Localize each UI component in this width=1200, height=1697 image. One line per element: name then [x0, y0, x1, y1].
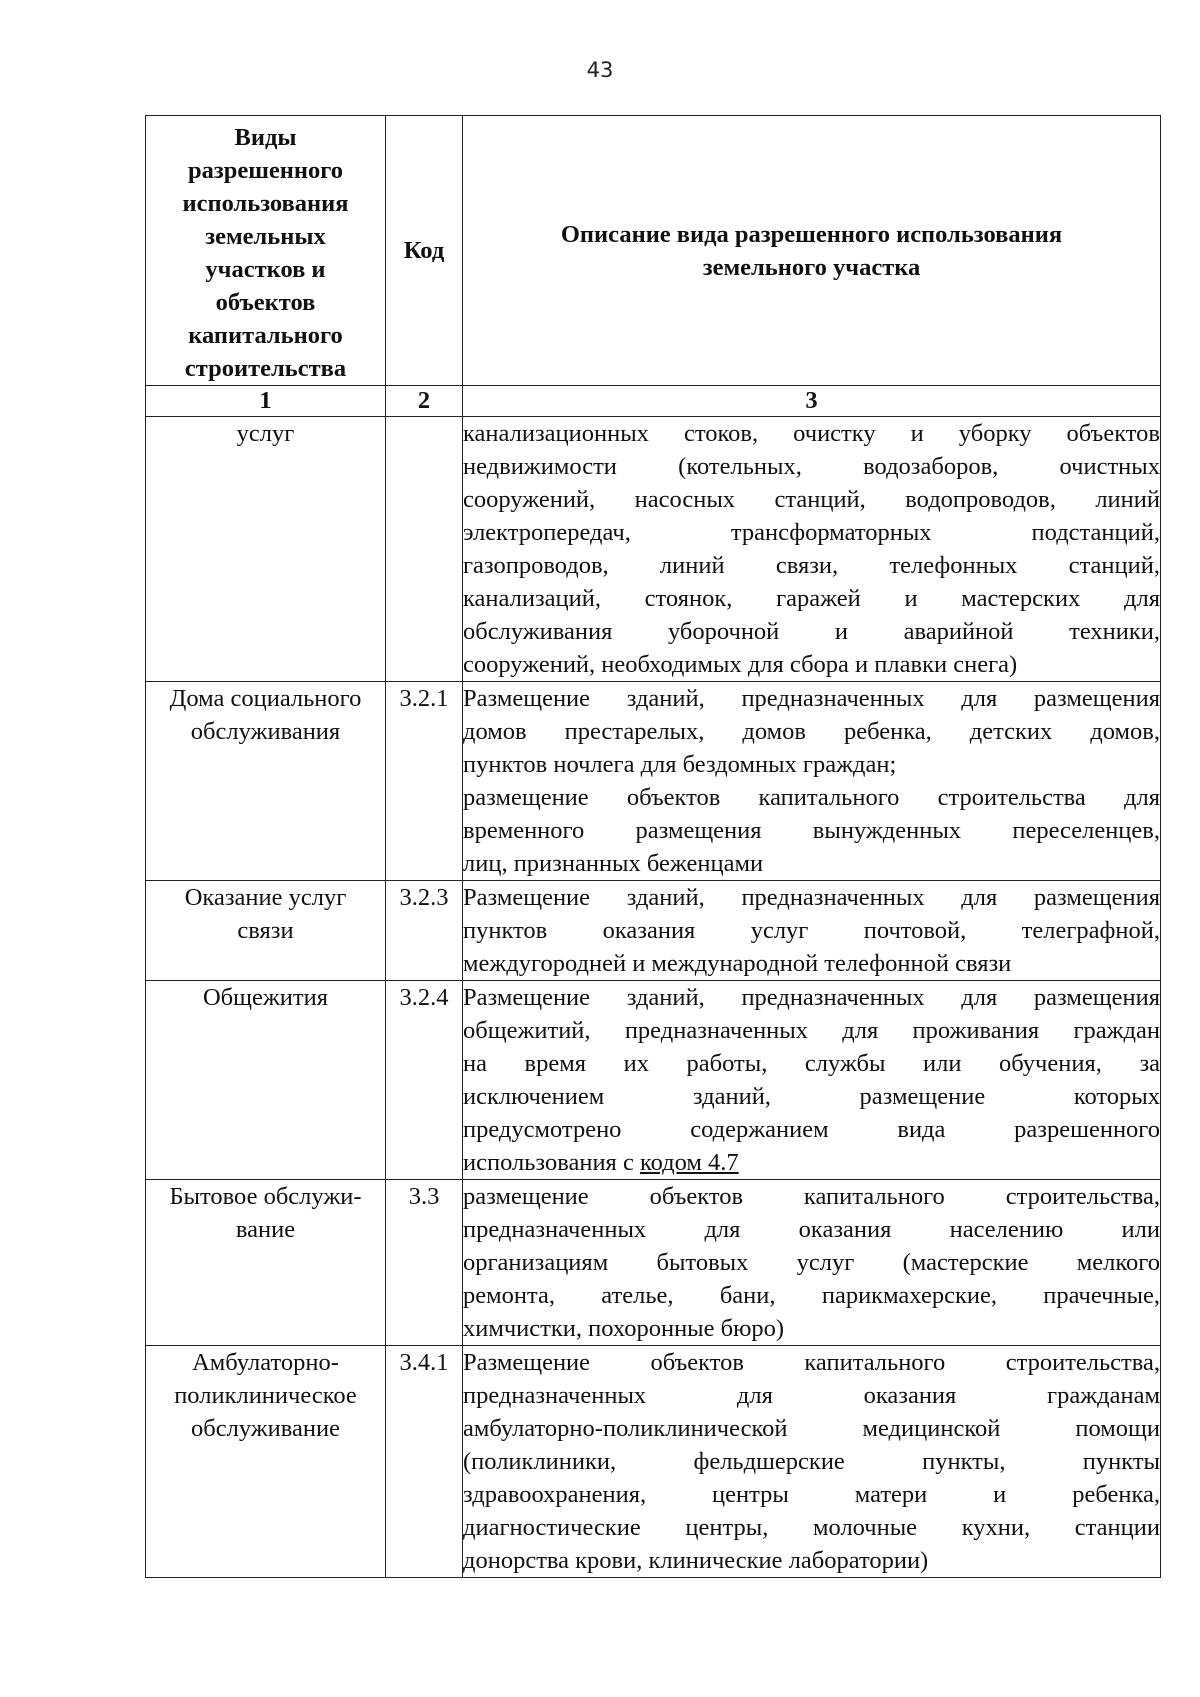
use-type-code: 3.3 [386, 1180, 463, 1346]
header-name-line: капитального [188, 321, 343, 349]
desc-line: химчистки, похоронные бюро) [463, 1315, 785, 1342]
desc-line: здравоохранения, центры матери и ребенка, [463, 1481, 1160, 1508]
column-number: 1 [146, 386, 386, 417]
table-row [146, 1180, 1161, 1346]
desc-line: Размещение зданий, предназначенных для размещения [463, 984, 1160, 1011]
desc-line: (поликлиники, фельдшерские пункты, пункты [463, 1448, 1160, 1475]
header-name-line: земельных [205, 222, 326, 250]
desc-line: на время их работы, службы или обучения, за [463, 1050, 1160, 1077]
name-line: вание [235, 1216, 296, 1243]
header-desc-line: Описание вида разрешенного использования [560, 220, 1063, 248]
name-line: обслуживание [191, 1415, 340, 1442]
use-type-description [463, 682, 1161, 881]
desc-line: электропередач, трансформаторных подстанций, [463, 519, 1160, 546]
page-number: 43 [586, 58, 614, 82]
desc-line: размещение объектов капитального строительства для [463, 784, 1160, 811]
desc-line [463, 1146, 1160, 1179]
desc-line: Размещение объектов капитального строительства, [463, 1349, 1160, 1376]
table-row [146, 682, 1161, 881]
header-name-line: строительства [184, 354, 347, 382]
table-header-row [146, 116, 1161, 386]
desc-line: Размещение зданий, предназначенных для размещения [463, 884, 1160, 911]
desc-line: амбулаторно-поликлинической медицинской помощи [463, 1415, 1160, 1442]
column-number: 2 [386, 386, 463, 417]
use-type-code [386, 417, 463, 682]
use-type-name [146, 981, 386, 1180]
header-name-line: объектов [215, 288, 316, 316]
desc-line: организациям бытовых услуг (мастерские мелкого [463, 1249, 1160, 1276]
table-row [146, 417, 1161, 682]
use-type-name [146, 881, 386, 981]
desc-line: пунктов ночлега для бездомных граждан; [463, 751, 897, 778]
land-use-table [145, 115, 1161, 1578]
desc-line: сооружений, насосных станций, водопроводов, линий [463, 486, 1160, 513]
header-name-line: Виды [234, 123, 297, 151]
code-reference-link[interactable]: кодом 4.7 [639, 1149, 739, 1176]
desc-line: временного размещения вынужденных переселенцев, [463, 817, 1160, 844]
desc-line: канализационных стоков, очистку и уборку объектов [463, 420, 1160, 447]
desc-line: канализаций, стоянок, гаражей и мастерских для [463, 585, 1160, 612]
desc-line: диагностические центры, молочные кухни, станции [463, 1514, 1160, 1541]
desc-line: пунктов оказания услуг почтовой, телеграфной, [463, 917, 1160, 944]
header-desc-line: земельного участка [702, 253, 921, 281]
desc-line: Размещение зданий, предназначенных для размещения [463, 685, 1160, 712]
column-number-row [146, 386, 1161, 417]
name-line: услуг [236, 420, 295, 447]
name-line: поликлиническое [174, 1382, 357, 1409]
use-type-description [463, 981, 1161, 1180]
desc-line: предусмотрено содержанием вида разрешенного [463, 1116, 1160, 1143]
desc-line: обслуживания уборочной и аварийной техники, [463, 618, 1160, 645]
desc-line: исключением зданий, размещение которых [463, 1083, 1160, 1110]
name-line: Дома социального [169, 685, 362, 712]
desc-line: недвижимости (котельных, водозаборов, очистных [463, 453, 1160, 480]
header-name-line: участков и [205, 255, 326, 283]
desc-line: донорства крови, клинические лаборатории) [463, 1547, 929, 1574]
header-name-line: разрешенного [187, 156, 344, 184]
name-line: обслуживания [190, 718, 341, 745]
desc-line: лиц, признанных беженцами [463, 850, 764, 877]
desc-line: размещение объектов капитального строительства, [463, 1183, 1160, 1210]
use-type-name [146, 1180, 386, 1346]
name-line: Бытовое обслужи- [169, 1183, 362, 1210]
desc-line: предназначенных для оказания гражданам [463, 1382, 1160, 1409]
use-type-name [146, 417, 386, 682]
use-type-description [463, 881, 1161, 981]
header-name-cell [146, 116, 386, 386]
name-line: Оказание услуг [184, 884, 347, 911]
use-type-name [146, 682, 386, 881]
name-line: Общежития [202, 984, 329, 1011]
use-type-description [463, 1180, 1161, 1346]
use-type-code: 3.2.1 [386, 682, 463, 881]
desc-line: междугородней и международной телефонной связи [463, 950, 1012, 977]
desc-text: использования с [463, 1149, 640, 1176]
desc-line: общежитий, предназначенных для проживания граждан [463, 1017, 1160, 1044]
header-name-line: использования [182, 189, 349, 217]
desc-line: предназначенных для оказания населению или [463, 1216, 1160, 1243]
header-desc-cell [463, 116, 1161, 386]
header-code-cell: Код [386, 116, 463, 386]
use-type-code: 3.4.1 [386, 1346, 463, 1578]
use-type-description [463, 417, 1161, 682]
table-row [146, 881, 1161, 981]
use-type-description [463, 1346, 1161, 1578]
name-line: связи [237, 917, 294, 944]
table-row [146, 981, 1161, 1180]
desc-line: домов престарелых, домов ребенка, детских домов, [463, 718, 1160, 745]
desc-line: газопроводов, линий связи, телефонных станций, [463, 552, 1160, 579]
column-number: 3 [463, 386, 1161, 417]
use-type-name [146, 1346, 386, 1578]
use-type-code: 3.2.3 [386, 881, 463, 981]
name-line: Амбулаторно- [192, 1349, 339, 1376]
desc-line: сооружений, необходимых для сбора и плавки снега) [463, 651, 1018, 678]
table-row [146, 1346, 1161, 1578]
use-type-code: 3.2.4 [386, 981, 463, 1180]
desc-line: ремонта, ателье, бани, парикмахерские, прачечные, [463, 1282, 1160, 1309]
